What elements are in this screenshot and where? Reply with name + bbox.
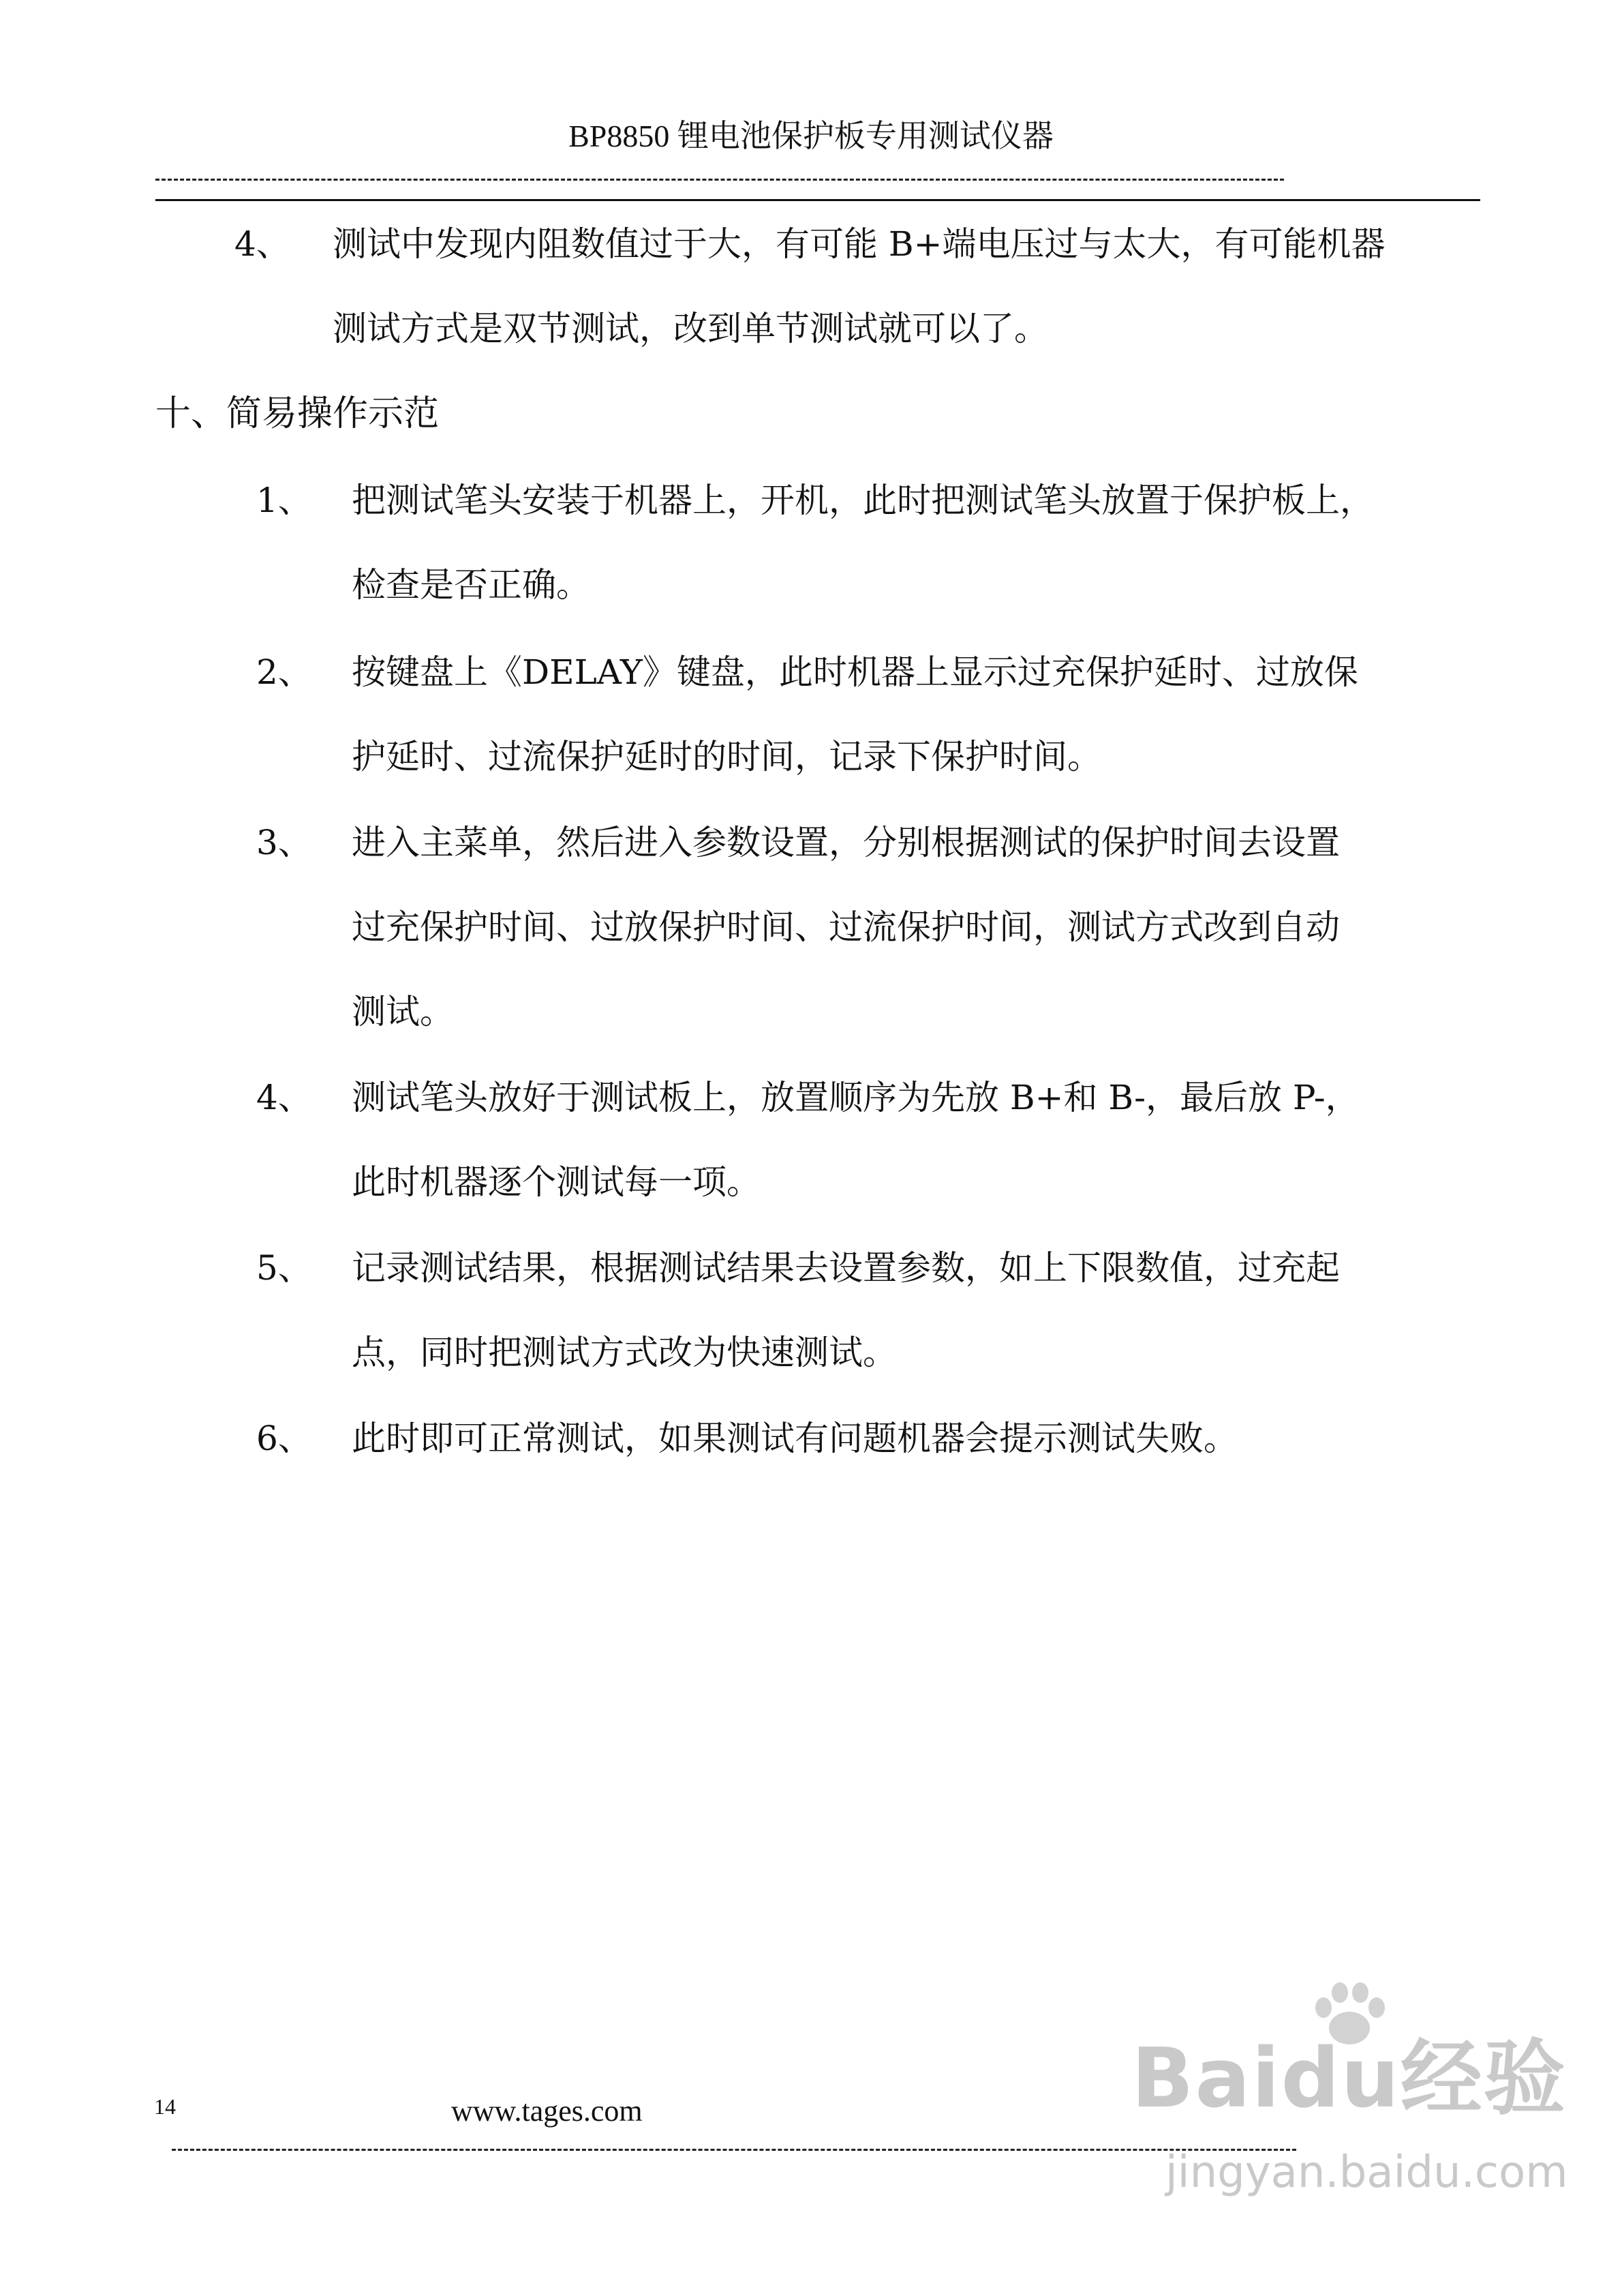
step-text-line: 测试。 xyxy=(352,992,454,1031)
step-number: 2、 xyxy=(256,652,312,692)
footer-url: www.tages.com xyxy=(451,2094,643,2128)
step-number: 6、 xyxy=(256,1419,312,1458)
step-text-line: 记录测试结果，根据测试结果去设置参数，如上下限数值，过充起 xyxy=(352,1248,1340,1288)
item-text-line: 测试方式是双节测试，改到单节测试就可以了。 xyxy=(333,309,1048,348)
page-number: 14 xyxy=(154,2094,176,2119)
header-dashed-rule xyxy=(155,179,1284,181)
footer-dashed-rule xyxy=(172,2149,1296,2151)
step-text-line: 测试笔头放好于测试板上，放置顺序为先放 B+和 B-，最后放 P-， xyxy=(352,1078,1360,1117)
item-number: 4、 xyxy=(234,224,290,264)
step-number: 1、 xyxy=(256,481,312,520)
step-text-line: 护延时、过流保护延时的时间，记录下保护时间。 xyxy=(352,737,1101,776)
step-text-line: 过充保护时间、过放保护时间、过流保护时间，测试方式改到自动 xyxy=(352,907,1340,947)
step-number: 5、 xyxy=(256,1248,312,1288)
page-header-title: BP8850 锂电池保护板专用测试仪器 xyxy=(568,119,1054,153)
section-heading: 十、简易操作示范 xyxy=(155,393,440,434)
step-text-line: 此时即可正常测试，如果测试有问题机器会提示测试失败。 xyxy=(352,1419,1238,1458)
header-solid-rule xyxy=(155,199,1480,201)
step-number: 3、 xyxy=(256,823,312,862)
step-text-line: 进入主菜单，然后进入参数设置，分别根据测试的保护时间去设置 xyxy=(352,823,1340,862)
watermark-url: jingyan.baidu.com xyxy=(1165,2147,1568,2198)
step-text-line: 点，同时把测试方式改为快速测试。 xyxy=(352,1333,897,1372)
item-text-line: 测试中发现内阻数值过于大，有可能 B+端电压过与太大，有可能机器 xyxy=(333,224,1386,264)
watermark-logo: Baidu经验 xyxy=(1131,2031,1567,2126)
step-text-line: 把测试笔头安装于机器上，开机，此时把测试笔头放置于保护板上， xyxy=(352,481,1374,520)
step-text-line: 检查是否正确。 xyxy=(352,565,590,605)
step-number: 4、 xyxy=(256,1078,312,1117)
step-text-line: 此时机器逐个测试每一项。 xyxy=(352,1162,761,1202)
step-text-line: 按键盘上《DELAY》键盘，此时机器上显示过充保护延时、过放保 xyxy=(352,652,1358,692)
